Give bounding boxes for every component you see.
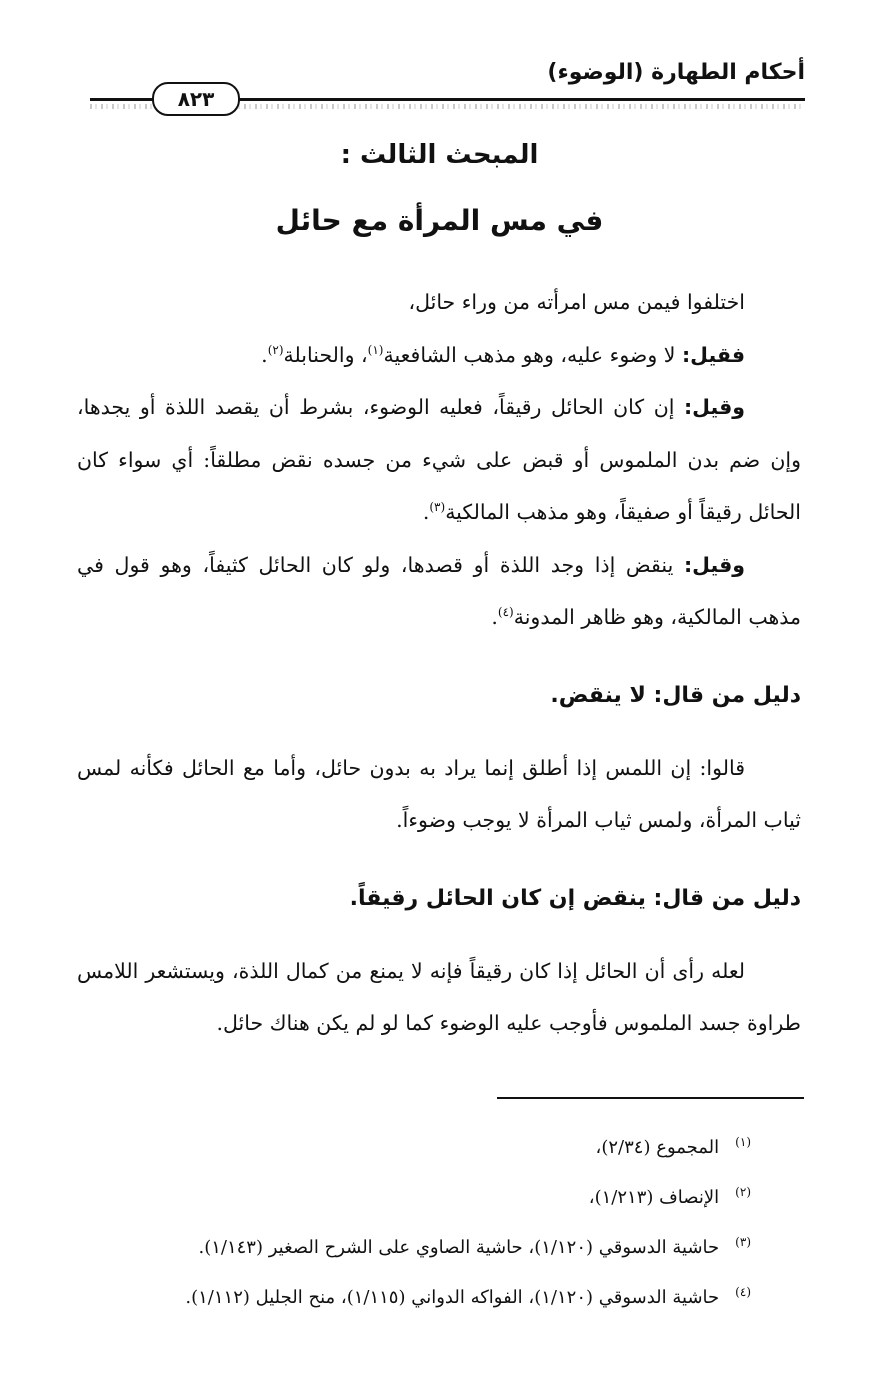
evidence-claim: لا ينقض. [550, 682, 654, 708]
evidence-heading [77, 670, 801, 722]
footnote [111, 1270, 751, 1320]
opinion-text: ينقض إذا وجد اللذة أو قصدها، ولو كان الحائل كثيفاً، وهو قول في مذهب المالكية، وهو ظاهر المدونة [77, 552, 801, 629]
running-title: أحكام الطهارة (الوضوء) [547, 60, 805, 85]
spacer [77, 925, 801, 945]
evidence-prefix: دليل من قال: [653, 885, 801, 911]
footnote-number: (١) [735, 1135, 751, 1149]
footnote-rule [497, 1097, 804, 1099]
footnote [111, 1220, 751, 1270]
footnote [111, 1170, 751, 1220]
footnote-ref[interactable]: (٢) [267, 342, 284, 357]
footnote-ref[interactable]: (٤) [497, 605, 514, 620]
intro-paragraph: اختلفوا فيمن مس امرأته من وراء حائل، [408, 290, 745, 314]
footnote-text: حاشية الدسوقي (١/١٢٠)، الفواكه الدواني (١/١١٥)، منح الجليل (١/١١٢). [185, 1287, 720, 1308]
opinion-end: . [422, 500, 430, 524]
footnote-number: (٣) [735, 1235, 751, 1249]
footnote-text: الإنصاف (١/٢١٣)، [588, 1187, 720, 1208]
footnote-text: حاشية الدسوقي (١/١٢٠)، حاشية الصاوي على الشرح الصغير (١/١٤٣). [198, 1237, 720, 1258]
opinion-text: لا وضوء عليه، وهو مذهب الشافعية [383, 342, 682, 367]
spacer [77, 722, 801, 742]
body-text [77, 276, 801, 1050]
opinion-lead: فقيل: [681, 342, 745, 367]
opinion-end: . [261, 342, 268, 367]
evidence-paragraph: لعله رأى أن الحائل إذا كان رقيقاً فإنه لا يمنع من كمال اللذة، ويستشعر اللامس طراوة جسد الملموس فأوجب عليه الوضوء كما لو لم يكن هناك حائل. [77, 958, 801, 1035]
evidence-paragraph: قالوا: إن اللمس إذا أطلق إنما يراد به بدون حائل، وأما مع الحائل فكأنه لمس ثياب المرأة، ولمس ثياب المرأة لا يوجب وضوءاً. [77, 755, 801, 832]
footnote-ref[interactable]: (٣) [429, 500, 446, 515]
page-number: ٨٢٣ [152, 82, 240, 116]
footnote-text: المجموع (٢/٣٤)، [595, 1137, 720, 1158]
spacer [77, 847, 801, 873]
opinion-paragraph [77, 329, 801, 382]
footnote-number: (٤) [735, 1285, 751, 1299]
opinion-lead: وقيل: [683, 552, 745, 577]
evidence-heading [77, 873, 801, 925]
opinion-text: ، والحنابلة [283, 342, 368, 367]
running-header [90, 52, 805, 122]
section-label: المبحث الثالث : [340, 140, 539, 170]
footnote [111, 1120, 751, 1170]
footnote-number: (٢) [735, 1185, 751, 1199]
opinion-paragraph [77, 381, 801, 539]
footnote-ref[interactable]: (١) [367, 342, 384, 357]
evidence-prefix: دليل من قال: [653, 682, 801, 708]
footnotes [111, 1120, 751, 1320]
opinion-text: إن كان الحائل رقيقاً، فعليه الوضوء، بشرط أن يقصد اللذة أو يجدها، وإن ضم بدن الملموس أو قبض على شيء من جسده نقض مطلقاً: أي سواء كان الحائل رقيقاً أو صفيقاً، وهو مذهب المالكية [77, 395, 801, 524]
opinion-paragraph [77, 539, 801, 644]
section-title: في مس المرأة مع حائل [275, 204, 604, 237]
evidence-claim: ينقض إن كان الحائل رقيقاً. [349, 885, 654, 911]
spacer [77, 644, 801, 670]
opinion-end: . [491, 605, 498, 629]
opinion-lead: وقيل: [683, 395, 745, 419]
